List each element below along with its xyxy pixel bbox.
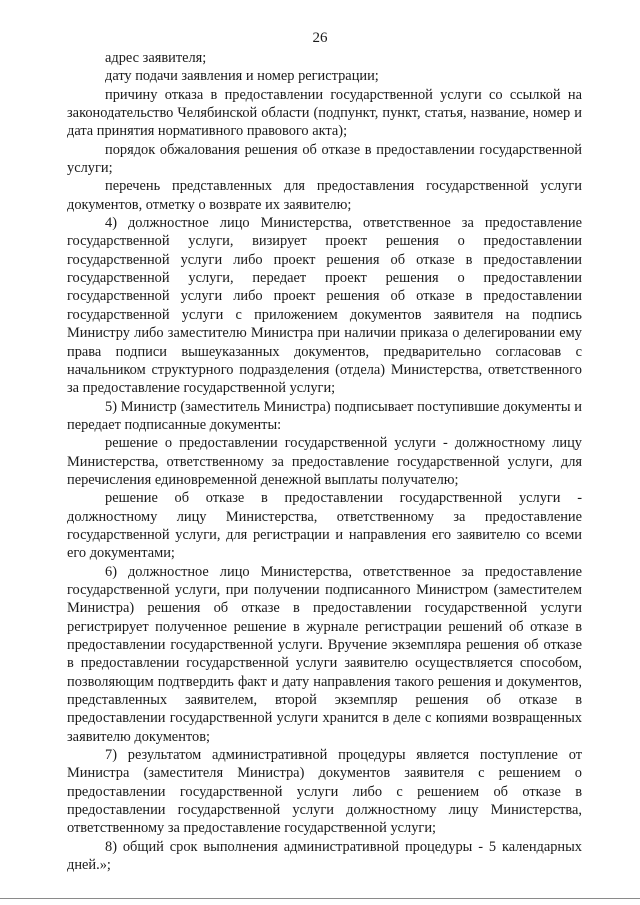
paragraph: решение о предоставлении государственной услуги - должностному лицу Министерства, ответственному за предоставление государственной услуги, для перечисления единовременной денежной выплаты получателю; bbox=[67, 435, 582, 488]
paragraph: решение об отказе в предоставлении государственной услуги - должностному лицу Министерства, ответственному за предоставление государственной услуги, для регистрации и направления его заявителю со всеми его документами; bbox=[67, 490, 582, 562]
paragraph: 6) должностное лицо Министерства, ответственное за предоставление государственной услуги, при получении подписанного Министром (заместителем Министра) решения об отказе в предоставлении государственной услуги регистрирует полученное решение в журнале регистрации решений об отказе в предоставлении государственной услуги. Вручение экземпляра решения об отказе в предоставлении государственной услуги заявителю осуществляется способом, позволяющим подтвердить факт и дату направления такого решения и документов, представленных заявителем, второй экземпляр решения об отказе в предоставлении государственной услуги хранится в деле с копиями возвращенных заявителю документов; bbox=[67, 563, 582, 745]
paragraph: порядок обжалования решения об отказе в предоставлении государственной услуги; bbox=[67, 141, 582, 177]
paragraph: причину отказа в предоставлении государственной услуги со ссылкой на законодательство Челябинской области (подпункт, пункт, статья, название, номер и дата принятия нормативного правового акта); bbox=[67, 86, 582, 140]
paragraph: перечень представленных для предоставления государственной услуги документов, отметку о возврате их заявителю; bbox=[67, 178, 582, 213]
paragraph: 4) должностное лицо Министерства, ответственное за предоставление государственной услуги, визирует проект решения о предоставлении государственной услуги либо проект решения об отказе в предоставлении государственной услуги, передает проект решения о предоставлении государственной услуги либо проект решения об отказе в предоставлении государственной услуги с приложением документов заявителя на подпись Министру либо заместителю Министра при наличии приказа о делегировании ему права подписи вышеуказанных документов, предварительно согласовав с начальником структурного подразделения (отдела) Министерства, ответственного за предоставление государственной услуги; bbox=[67, 215, 582, 397]
page-number: 26 bbox=[312, 30, 328, 46]
paragraph: дату подачи заявления и номер регистрации; bbox=[105, 68, 379, 85]
page-bottom-rule bbox=[0, 898, 640, 899]
paragraph: адрес заявителя; bbox=[105, 50, 207, 66]
paragraph: 8) общий срок выполнения административной процедуры - 5 календарных дней.»; bbox=[67, 838, 582, 874]
document-body bbox=[67, 49, 582, 874]
paragraph: 7) результатом административной процедуры является поступление от Министра (заместителя Министра) документов заявителя с решением о предоставлении государственной услуги либо с решением об отказе в предоставлении государственной услуги должностному лицу Министерства, ответственному за предоставление государственной услуги; bbox=[67, 747, 582, 837]
paragraph: 5) Министр (заместитель Министра) подписывает поступившие документы и передает подписанные документы: bbox=[67, 398, 582, 433]
